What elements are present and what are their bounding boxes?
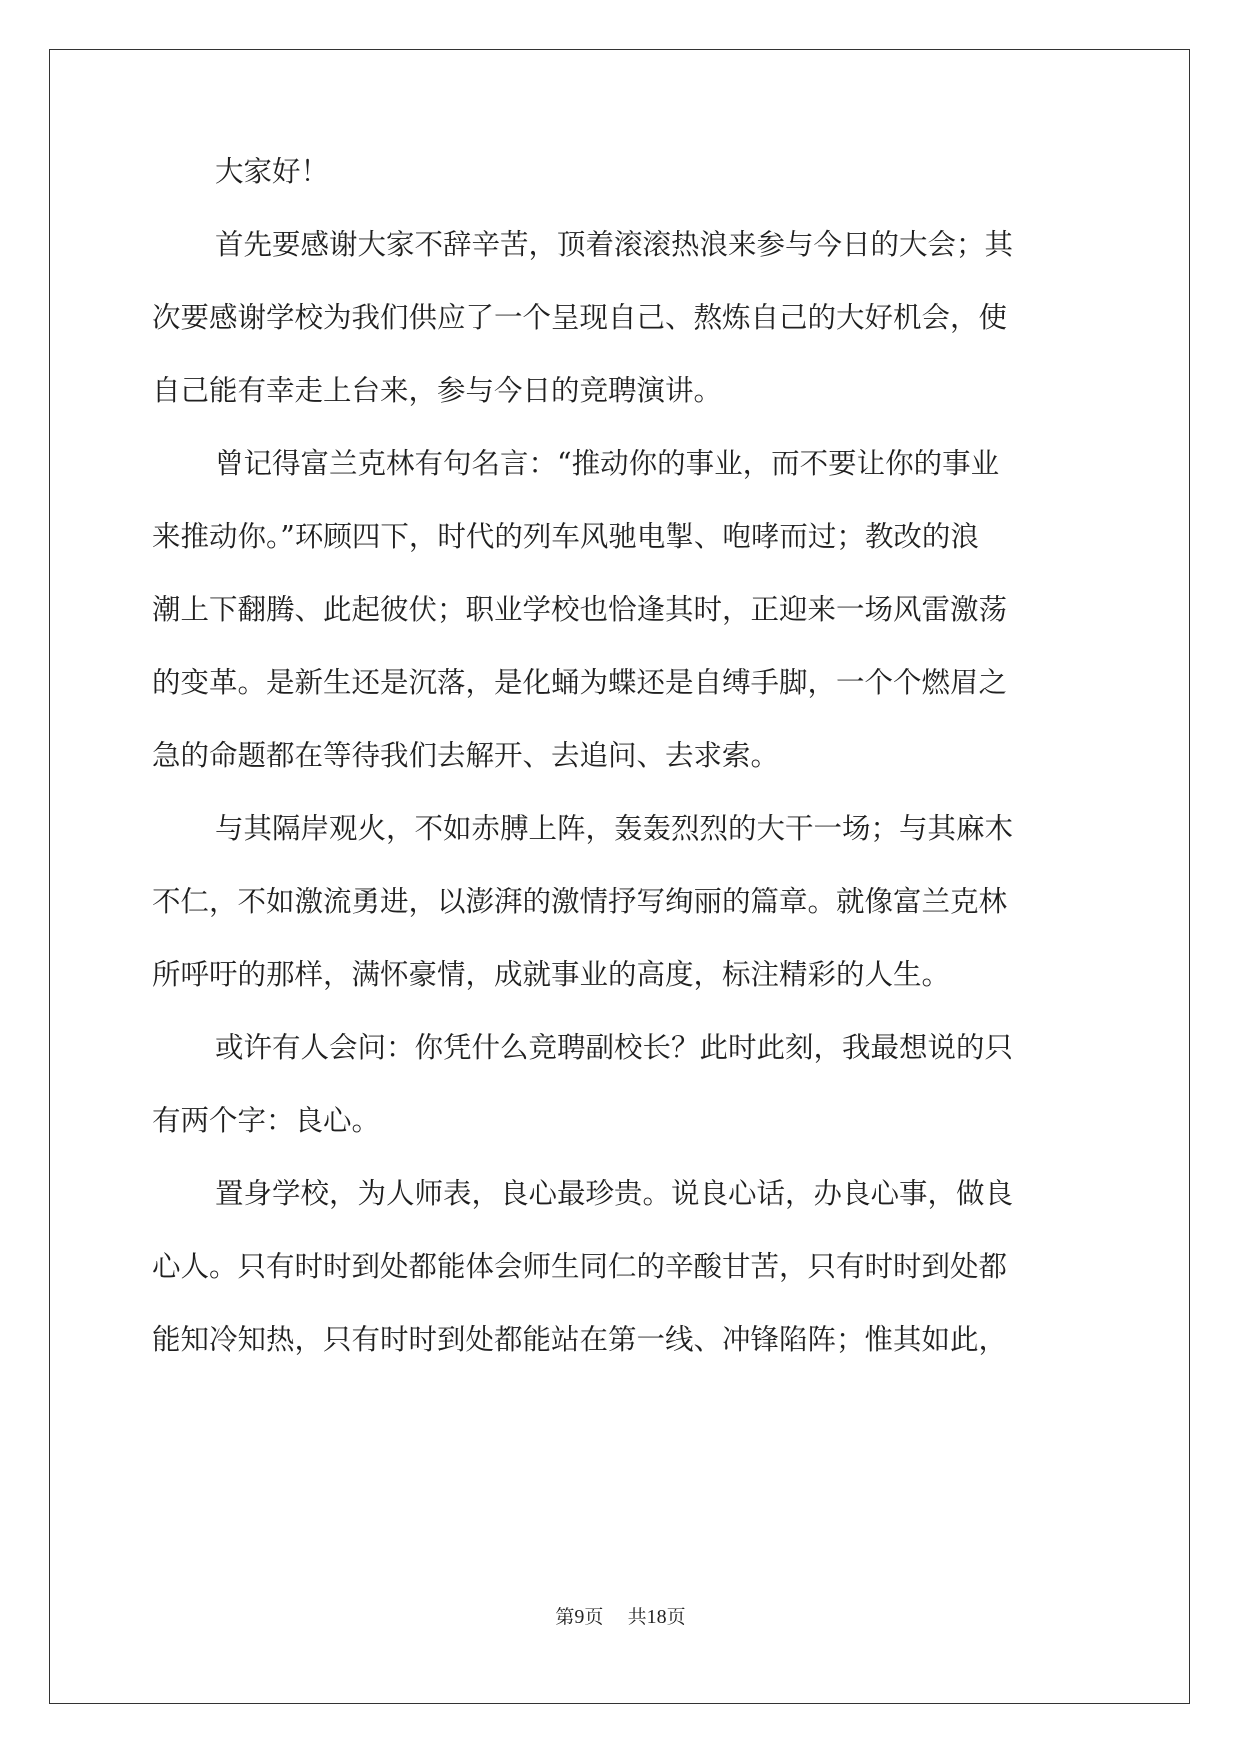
text-line: 置身学校，为人师表，良心最珍贵。说良心话，办良心事，做良 [215, 1177, 1014, 1210]
page-number: 9 [574, 1606, 585, 1628]
text-line: 所呼吁的那样，满怀豪情，成就事业的高度，标注精彩的人生。 [152, 958, 951, 991]
text-line: 潮上下翻腾、此起彼伏；职业学校也恰逢其时，正迎来一场风雷激荡 [152, 593, 1008, 626]
page-suffix: 页 [584, 1606, 604, 1628]
text-line: 首先要感谢大家不辞辛苦，顶着滚滚热浪来参与今日的大会；其 [215, 228, 1014, 261]
text-line: 有两个字：良心。 [152, 1104, 381, 1137]
text-line: 的变革。是新生还是沉落，是化蛹为蝶还是自缚手脚，一个个燃眉之 [152, 666, 1008, 699]
page-footer [0, 1604, 1241, 1630]
text-line: 与其隔岸观火，不如赤膊上阵，轰轰烈烈的大干一场；与其麻木 [215, 812, 1014, 845]
total-suffix: 页 [666, 1606, 686, 1628]
text-line: 自己能有幸走上台来，参与今日的竞聘演讲。 [152, 374, 723, 407]
text-line: 能知冷知热，只有时时到处都能站在第一线、冲锋陷阵；惟其如此， [152, 1323, 1008, 1356]
text-line: 或许有人会问：你凭什么竞聘副校长？此时此刻，我最想说的只 [215, 1031, 1014, 1064]
text-line: 急的命题都在等待我们去解开、去追问、去求索。 [152, 739, 780, 772]
text-line: 不仁，不如激流勇进，以澎湃的激情抒写绚丽的篇章。就像富兰克林 [152, 885, 1008, 918]
text-line: 次要感谢学校为我们供应了一个呈现自己、熬炼自己的大好机会，使 [152, 301, 1008, 334]
text-line: 大家好！ [215, 155, 330, 188]
page-prefix: 第 [555, 1606, 575, 1628]
text-line: 曾记得富兰克林有句名言：“推动你的事业，而不要让你的事业 [215, 447, 1000, 480]
total-pages: 18 [646, 1606, 667, 1628]
total-prefix: 共 [627, 1606, 647, 1628]
text-line: 来推动你。”环顾四下，时代的列车风驰电掣、咆哮而过；教改的浪 [152, 520, 979, 553]
text-line: 心人。只有时时到处都能体会师生同仁的辛酸甘苦，只有时时到处都 [152, 1250, 1008, 1283]
